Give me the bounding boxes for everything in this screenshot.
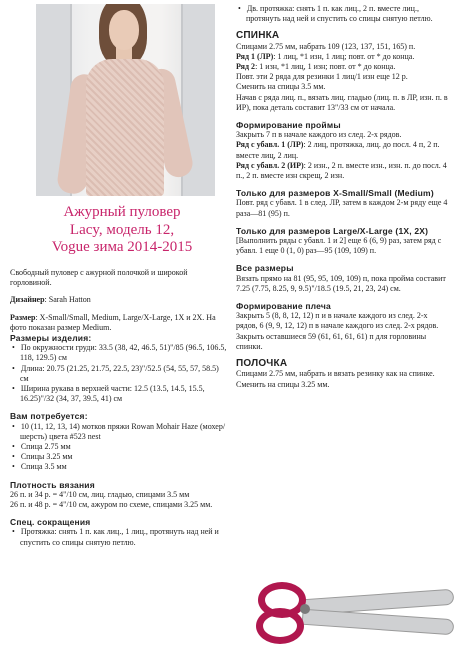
dims-item: • По окружности груди: 33.5 (38, 42, 46.5, 51)"/85 (96.5, 106.5, 118, 129.5) см xyxy=(10,343,228,363)
all-sizes-heading: Все размеры xyxy=(236,263,294,274)
row-text: : 2 изн., 2 п. вместе изн., изн. п. до посл. 4 п., 2 п. вместе изн скрещ, 2 изн. xyxy=(236,160,447,181)
armhole-text: Закрыть 7 п в начале каждого из след. 2-х рядов. xyxy=(236,130,402,140)
left-column xyxy=(10,268,228,548)
back-text: Повт. эти 2 ряда для резинки 1 лиц/1 изн еще 12 р. xyxy=(236,72,408,82)
front-heading: ПОЛОЧКА xyxy=(236,358,288,370)
dec-row-2 xyxy=(236,161,450,181)
title-line: Vogue зима 2014-2015 xyxy=(51,239,193,255)
right-column xyxy=(236,4,450,390)
title-line: Lacy, модель 12, xyxy=(69,221,175,238)
pattern-title xyxy=(14,204,230,257)
materials-heading: Вам потребуется: xyxy=(10,411,88,422)
density-line: 26 п. и 48 р. = 4"/10 см, ажуром по схеме, спицами 3.25 мм. xyxy=(10,500,213,510)
dims-heading: Размеры изделия: xyxy=(10,333,92,344)
materials-item: • 10 (11, 12, 13, 14) мотков пряжи Rowan Mohair Haze (мохер/шерсть) цвета #523 nest xyxy=(10,422,228,442)
dec-row-1 xyxy=(236,140,450,160)
row-text: : 1 лиц, *1 изн, 1 лиц; повт. от * до конца. xyxy=(273,51,415,61)
abbreviation-item: • Дв. протяжка: снять 1 п. как лиц., 2 п. вместе лиц., протянуть над ней и спустить со спицы снятую петлю. xyxy=(236,4,450,24)
dims-item: • Ширина рукава в верхней части: 12.5 (13.5, 14.5, 15.5, 16.25)"/32 (34, 37, 39.5, 41) см xyxy=(10,384,228,404)
back-text: Начав с ряда лиц. п., вязать лиц. гладью (лиц. п. в ЛР, изн. п. в ИР), пока деталь составит 13"/33 см от начала. xyxy=(236,92,448,112)
row-text: : 2 лиц, протяжка, лиц. до посл. 4 п, 2 п. вместе лиц, 2 лиц. xyxy=(236,140,440,160)
row-text: : 1 изн, *1 лиц, 1 изн; повт. от * до конца. xyxy=(255,62,396,72)
density-heading: Плотность вязания xyxy=(10,479,95,490)
size-line xyxy=(10,313,228,333)
shoulder-text: Закрыть оставшиеся 59 (61, 61, 61, 61) п для горловины спинки. xyxy=(236,331,427,351)
row-label: Ряд с убавл. 1 (ЛР) xyxy=(236,140,304,150)
designer-label: Дизайнер xyxy=(10,295,45,305)
intro-text: Свободный пуловер с ажурной полочкой и широкой горловиной. xyxy=(10,268,188,288)
shoulder-text: Закрыть 5 (8, 8, 12, 12) п и в начале каждого из след. 2-х рядов, 6 (9, 9, 12, 12) п в начале каждого из след. 2-х рядов. xyxy=(236,311,439,331)
small-sizes-text: Повт. ряд с убавл. 1 в след. ЛР, затем в каждом 2-м ряду еще 4 раза—81 (95) п. xyxy=(236,198,448,218)
dims-item: • Длина: 20.75 (21.25, 21.75, 22.5, 23)"/52.5 (54, 55, 57, 58.5) см xyxy=(10,364,228,384)
large-sizes-heading: Только для размеров Large/X-Large (1X, 2X) xyxy=(236,225,429,236)
scissors-icon xyxy=(262,584,456,642)
armhole-heading: Формирование проймы xyxy=(236,120,341,131)
density-line: 26 п. и 34 р. = 4"/10 см, лиц. гладью, спицами 3.5 мм xyxy=(10,489,190,499)
abbreviations-heading: Спец. сокращения xyxy=(10,517,91,528)
row-label: Ряд с убавл. 2 (ИР) xyxy=(236,160,304,170)
designer-name: : Sarah Hatton xyxy=(44,295,91,305)
back-row-1 xyxy=(236,52,450,62)
front-text: Сменить на спицы 3.25 мм. xyxy=(236,379,330,389)
small-sizes-heading: Только для размеров X-Small/Small (Medium) xyxy=(236,188,434,199)
back-text: Сменить на спицы 3.5 мм. xyxy=(236,82,326,92)
title-line: Ажурный пуловер xyxy=(63,204,181,220)
abbreviation-item: • Протяжка: снять 1 п. как лиц., 1 лиц., протянуть над ней и спустить со спицы снятую петлю. xyxy=(10,527,228,547)
back-row-2 xyxy=(236,62,450,72)
model-photo xyxy=(36,4,215,196)
back-cast-on: Спицами 2.75 мм, набрать 109 (123, 137, 151, 165) п. xyxy=(236,41,416,51)
large-sizes-text: [Выполнить ряды с убавл. 1 и 2] еще 6 (6, 9) раз, затем ряд с убавл. 1 еще 0 (1, 0) раз—95 (109, 109) п. xyxy=(236,236,442,256)
materials-item: • Спица 2.75 мм xyxy=(10,442,228,452)
row-label: Ряд 2 xyxy=(236,62,256,72)
row-label: Ряд 1 (ЛР) xyxy=(236,51,274,61)
back-heading: СПИНКА xyxy=(236,30,280,42)
materials-item: • Спица 3.5 мм xyxy=(10,462,228,472)
all-sizes-text: Вязать прямо на 81 (95, 95, 109, 109) п, пока пройма составит 7.25 (7.75, 8.25, 9, 9.5)"/18.5 (19.5, 21, 23, 24) см. xyxy=(236,273,446,293)
size-text: : X-Small/Small, Medium, Large/X-Large, 1X и 2X. На фото показан размер Medium. xyxy=(10,312,216,332)
shoulder-heading: Формирование плеча xyxy=(236,301,331,312)
front-text: Спицами 2.75 мм, набрать и вязать резинку как на спинке. xyxy=(236,369,435,379)
size-label: Размер xyxy=(10,312,36,322)
materials-item: • Спицы 3.25 мм xyxy=(10,452,228,462)
designer-line xyxy=(10,295,228,305)
